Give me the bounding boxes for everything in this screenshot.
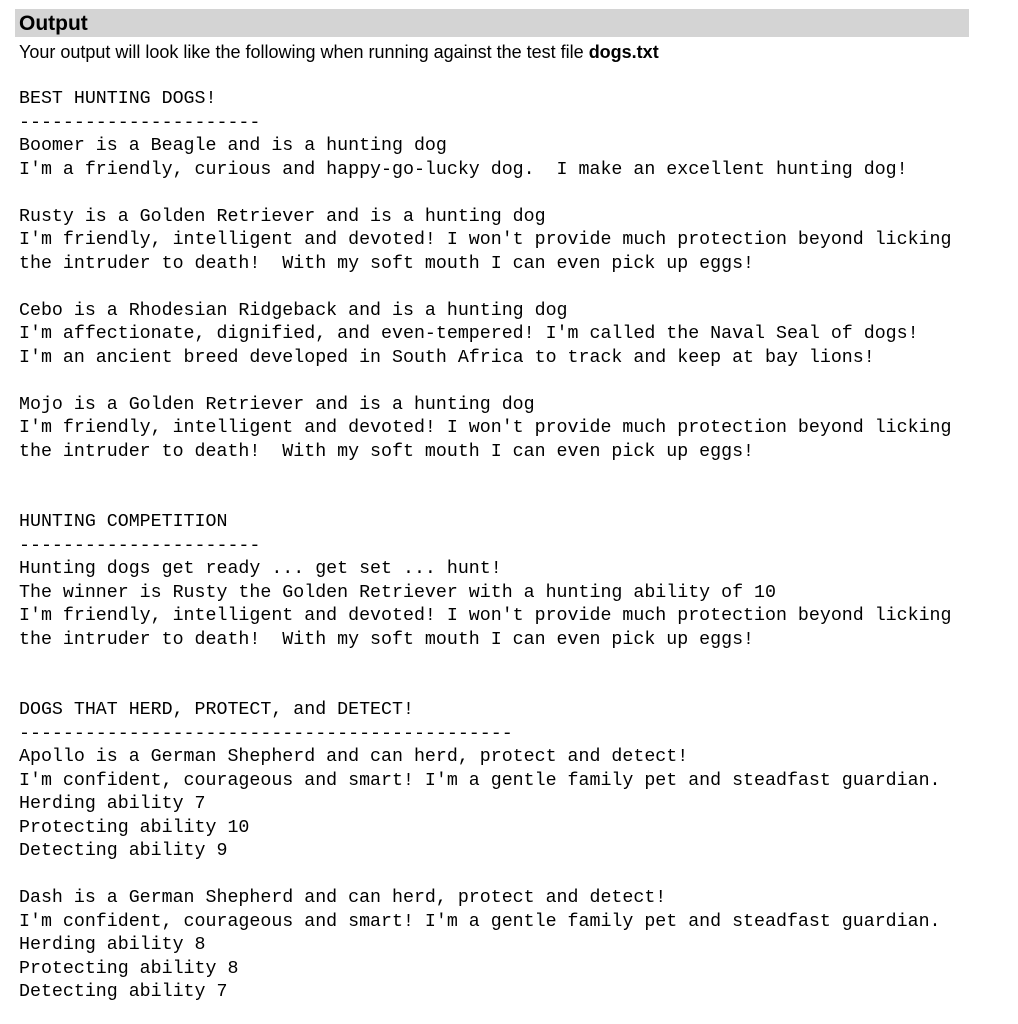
console-line: I'm a friendly, curious and happy-go-lucky dog. I make an excellent hunting dog! bbox=[19, 159, 908, 180]
console-line: --------------------------------------------- bbox=[19, 723, 513, 744]
console-line: HUNTING COMPETITION bbox=[19, 512, 228, 532]
console-line: I'm confident, courageous and smart! I'm a gentle family pet and steadfast guardian. bbox=[19, 911, 941, 932]
console-line: I'm confident, courageous and smart! I'm a gentle family pet and steadfast guardian. bbox=[19, 770, 941, 791]
console-line: Dash is a German Shepherd and can herd, protect and detect! bbox=[19, 888, 667, 908]
section-header-bar bbox=[15, 9, 969, 37]
console-line: Hunting dogs get ready ... get set ... hunt! bbox=[19, 559, 502, 579]
section-title: Output bbox=[19, 12, 88, 35]
console-line: Detecting ability 9 bbox=[19, 841, 228, 861]
console-line: Herding ability 7 bbox=[19, 794, 206, 814]
console-line: Herding ability 8 bbox=[19, 935, 206, 955]
console-line: Detecting ability 7 bbox=[19, 982, 228, 1002]
console-line: ---------------------- bbox=[19, 112, 261, 133]
console-line: I'm affectionate, dignified, and even-tempered! I'm called the Naval Seal of dogs! bbox=[19, 324, 919, 344]
console-output bbox=[19, 88, 952, 1005]
console-line: I'm friendly, intelligent and devoted! I won't provide much protection beyond licking bbox=[19, 418, 952, 438]
console-line: Protecting ability 8 bbox=[19, 958, 239, 979]
intro-filename: dogs.txt bbox=[588, 42, 659, 62]
console-line: ---------------------- bbox=[19, 535, 261, 556]
console-line: Protecting ability 10 bbox=[19, 817, 250, 838]
console-line: Rusty is a Golden Retriever and is a hunting dog bbox=[19, 206, 546, 227]
console-line: DOGS THAT HERD, PROTECT, and DETECT! bbox=[19, 700, 414, 720]
console-line: I'm friendly, intelligent and devoted! I won't provide much protection beyond licking bbox=[19, 230, 952, 250]
console-line: I'm friendly, intelligent and devoted! I won't provide much protection beyond licking bbox=[19, 606, 952, 626]
intro-paragraph bbox=[19, 40, 659, 64]
console-line: Boomer is a Beagle and is a hunting dog bbox=[19, 136, 447, 156]
console-line: The winner is Rusty the Golden Retriever with a hunting ability of 10 bbox=[19, 582, 776, 603]
console-line: I'm an ancient breed developed in South Africa to track and keep at bay lions! bbox=[19, 347, 875, 368]
console-line: Cebo is a Rhodesian Ridgeback and is a hunting dog bbox=[19, 300, 568, 321]
console-line: the intruder to death! With my soft mouth I can even pick up eggs! bbox=[19, 629, 755, 650]
console-line: Apollo is a German Shepherd and can herd, protect and detect! bbox=[19, 747, 689, 767]
intro-text: Your output will look like the following when running against the test file bbox=[19, 42, 589, 62]
console-line: the intruder to death! With my soft mouth I can even pick up eggs! bbox=[19, 253, 755, 274]
console-line: the intruder to death! With my soft mouth I can even pick up eggs! bbox=[19, 441, 755, 462]
console-line: Mojo is a Golden Retriever and is a hunting dog bbox=[19, 394, 535, 415]
console-line: BEST HUNTING DOGS! bbox=[19, 89, 217, 109]
